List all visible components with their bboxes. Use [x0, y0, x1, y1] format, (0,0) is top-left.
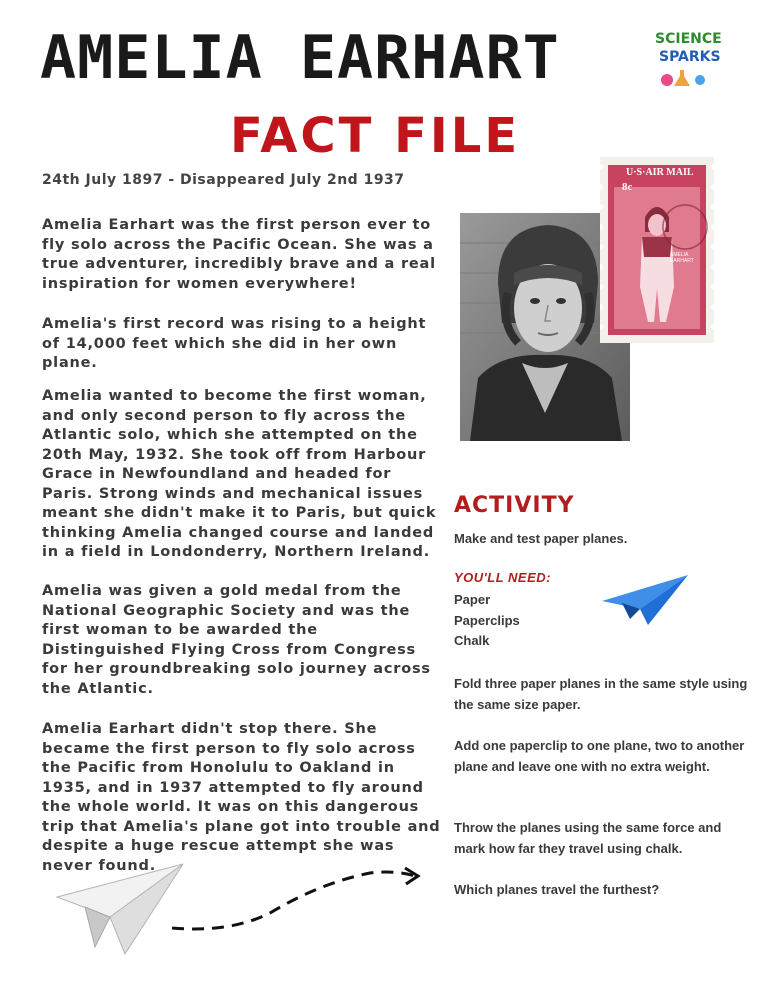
- paragraph-intro: Amelia Earhart was the first person ever to fly solo across the Pacific Ocean. She was a true adventurer, incredibly brave and a real inspiration for women everywhere!: [42, 217, 436, 292]
- activity-step-3: Throw the planes using the same force and mark how far they travel using chalk.: [454, 820, 722, 856]
- stamp-graphic: [600, 157, 714, 343]
- paper-plane-white-icon: [55, 862, 185, 957]
- needs-heading: YOU'LL NEED:: [454, 570, 551, 585]
- flight-path-arrow: [170, 858, 425, 938]
- paragraph-final-flight: Amelia Earhart didn't stop there. She became the first person to fly solo across the Pacific from Honolulu to Oakland in 1935, and in 1937 attempted to fly around the whole world. It was on this dangerous trip that Amelia's plane got into trouble and despite a huge rescue attempt she was never found.: [42, 721, 441, 874]
- needs-list: [454, 590, 520, 652]
- paper-plane-blue-icon: [600, 573, 690, 628]
- flask-icon: [655, 66, 715, 90]
- activity-step-1: Fold three paper planes in the same style using the same size paper.: [454, 676, 748, 712]
- logo-line2: SPARKS: [659, 49, 721, 65]
- activity-step-2: Add one paperclip to one plane, two to another plane and leave one with no extra weight.: [454, 738, 745, 774]
- activity-intro: Make and test paper planes.: [454, 531, 628, 546]
- list-item: Paperclips: [454, 612, 520, 628]
- stamp-value: 8c: [622, 181, 633, 193]
- life-dates: 24th July 1897 - Disappeared July 2nd 1937: [42, 172, 405, 188]
- logo-line1: SCIENCE: [655, 31, 722, 47]
- page-title: AMELIA EARHART: [40, 23, 560, 93]
- paragraph-atlantic: Amelia wanted to become the first woman, and only second person to fly across the Atlantic solo, which she attempted on the 20th May, 1932. She took off from Harbour Grace in Newfoundland and headed for Paris. Strong winds and mechanical issues meant she didn't make it to Paris, but quick thinking Amelia changed course and landed in a field in Londonderry, Northern Ireland.: [42, 388, 437, 560]
- stamp-top-text: U·S·AIR MAIL: [626, 167, 694, 178]
- list-item: Paper: [454, 592, 491, 607]
- page-subtitle: FACT FILE: [230, 108, 521, 164]
- paragraph-awards: Amelia was given a gold medal from the National Geographic Society and was the first woman to be awarded the Distinguished Flying Cross from Congress for her groundbreaking solo journey across the Atlantic.: [42, 583, 431, 697]
- list-item: Chalk: [454, 633, 490, 648]
- airmail-stamp: [600, 157, 714, 343]
- activity-step-4: Which planes travel the furthest?: [454, 882, 660, 897]
- science-sparks-logo: [655, 30, 725, 94]
- stamp-caption: AMELIA EARHART: [670, 252, 694, 264]
- activity-heading: ACTIVITY: [454, 493, 575, 518]
- paragraph-first-record: Amelia's first record was rising to a height of 14,000 feet which she did in her own plane.: [42, 316, 427, 371]
